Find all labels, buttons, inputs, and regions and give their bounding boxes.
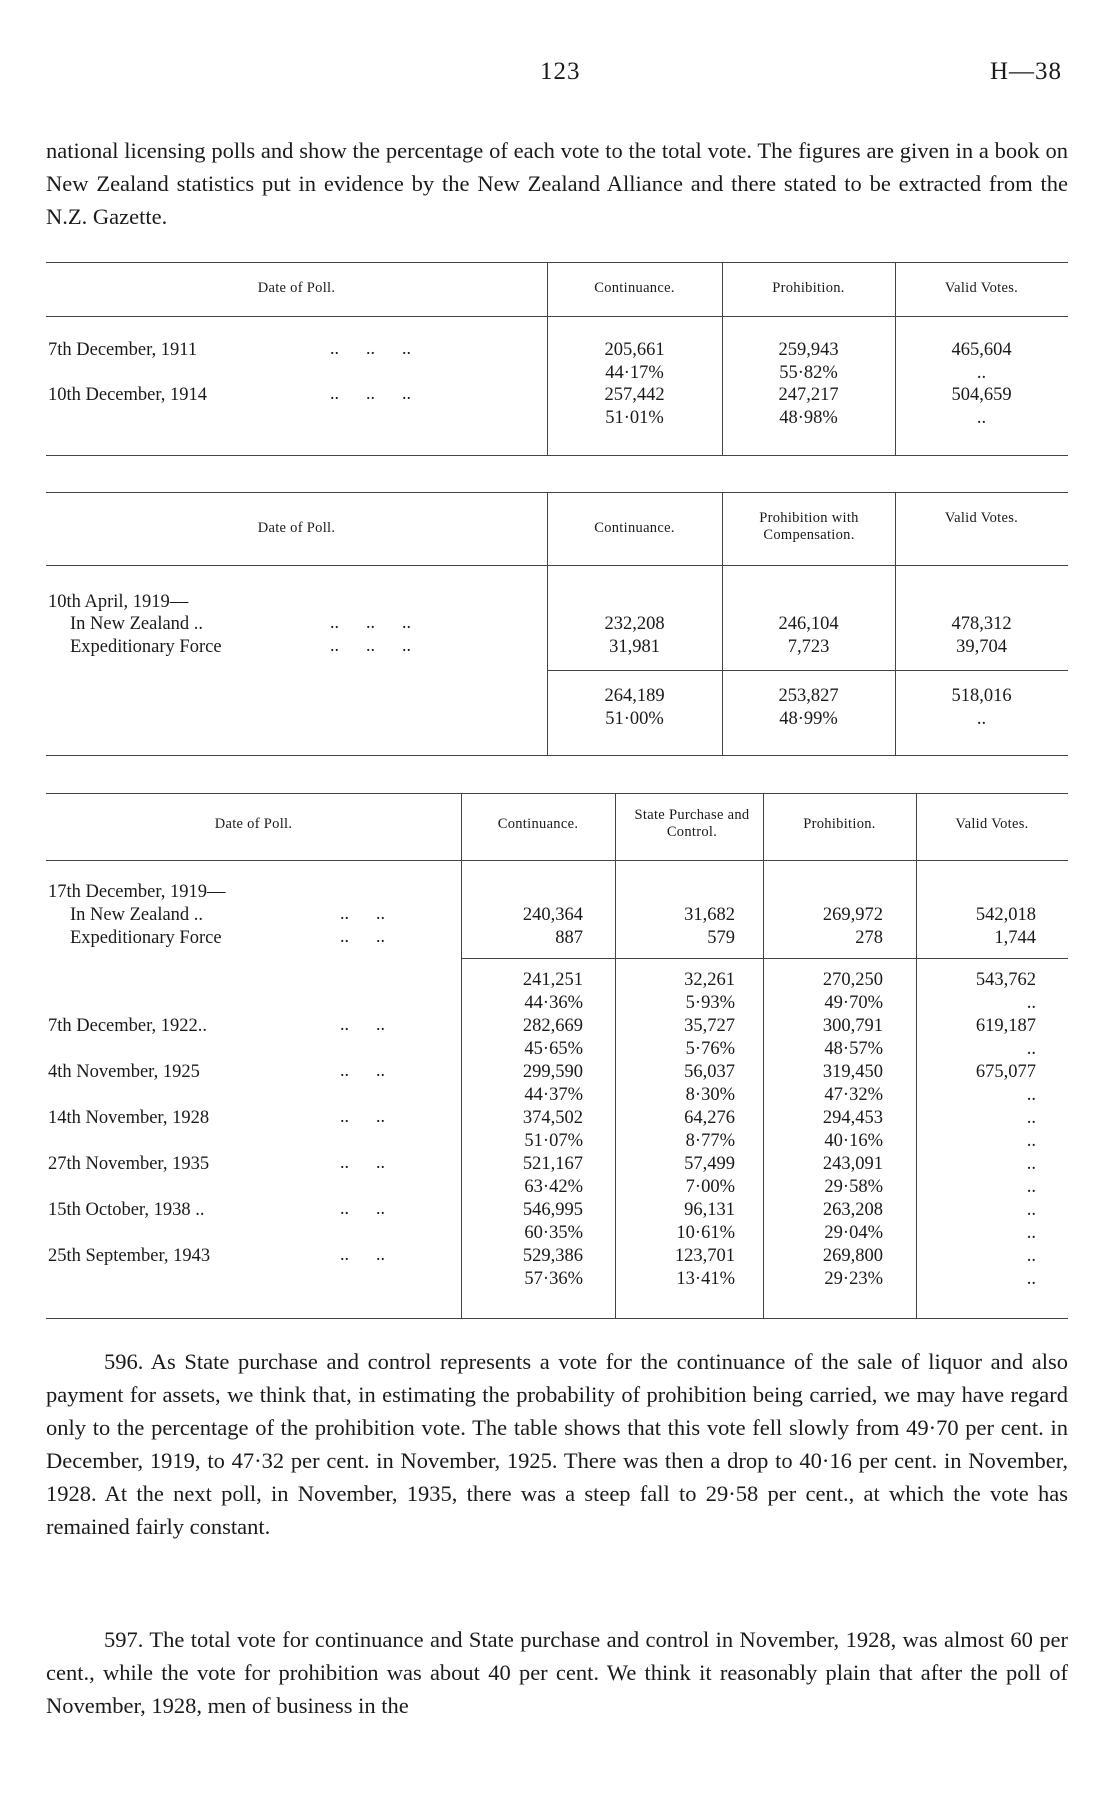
table-cell: 96,131 — [684, 1200, 735, 1220]
table-cell: 542,018 — [975, 905, 1036, 925]
table-cell: 263,208 — [822, 1200, 883, 1220]
leader-dots: .. .. — [340, 1060, 385, 1080]
table-cell: 31,981 — [609, 637, 660, 657]
table-cell: .. — [1026, 1177, 1036, 1197]
table-cell: .. — [1026, 1200, 1036, 1220]
table-cell: 47·32% — [824, 1085, 883, 1105]
table-cell: .. — [1026, 1269, 1036, 1289]
table-cell: 887 — [555, 928, 583, 948]
table-cell: 51·07% — [524, 1131, 583, 1151]
page-number: 123 — [540, 58, 581, 85]
table-cell: 300,791 — [822, 1016, 883, 1036]
table-cell-date: In New Zealand .. — [70, 905, 204, 925]
table-cell: 29·23% — [824, 1269, 883, 1289]
table-cell: 40·16% — [824, 1131, 883, 1151]
table-cell: 270,250 — [822, 970, 883, 990]
table-cell-date: Expeditionary Force — [70, 637, 222, 657]
table-cell: 579 — [707, 928, 735, 948]
table-rule — [46, 316, 1068, 317]
table-cell: 55·82% — [779, 363, 838, 383]
column-header: Continuance. — [497, 816, 579, 832]
table-cell: 319,450 — [822, 1062, 883, 1082]
table-cell-date: 10th December, 1914 — [48, 385, 208, 405]
column-header: Valid Votes. — [955, 816, 1029, 832]
table-cell-date: 25th September, 1943 — [48, 1246, 211, 1266]
table-rule — [547, 670, 1068, 671]
table-cell-date: 14th November, 1928 — [48, 1108, 210, 1128]
column-header: Prohibition. — [803, 816, 876, 832]
column-header: Valid Votes. — [944, 280, 1019, 296]
table-cell: 13·41% — [676, 1269, 735, 1289]
table-cell: 60·35% — [524, 1223, 583, 1243]
leader-dots: .. .. .. — [330, 383, 411, 403]
leader-dots: .. .. — [340, 1014, 385, 1034]
column-header: Continuance. — [594, 520, 675, 536]
table-cell: 518,016 — [951, 686, 1012, 706]
table-cell: 246,104 — [778, 614, 839, 634]
table-cell: .. — [1026, 993, 1036, 1013]
table-cell: .. — [1026, 1108, 1036, 1128]
column-header: Valid Votes. — [944, 510, 1019, 526]
report-reference: H—38 — [989, 58, 1062, 85]
column-header: Date of Poll. — [214, 816, 293, 832]
paragraph-597: 597. The total vote for continuance and State purchase and control in November, 1928, was almost 60 per cent., while the vote for prohibition was about 40 per cent. We think it reasonably plain that after the poll of November, 1928, men of business in the — [46, 1627, 1068, 1718]
table-cell: 259,943 — [778, 340, 839, 360]
table-cell: 5·76% — [685, 1039, 735, 1059]
leader-dots: .. .. .. — [330, 338, 411, 358]
intro-paragraph: national licensing polls and show the percentage of each vote to the total vote. The figures are given in a book on New Zealand statistics put in evidence by the New Zealand Alliance and there stated to be extracted from the N.Z. Gazette. — [46, 138, 1068, 229]
table-cell: .. — [976, 709, 987, 729]
table-cell: 48·99% — [779, 709, 838, 729]
leader-dots: .. .. — [340, 1152, 385, 1172]
table-cell: 241,251 — [522, 970, 583, 990]
sum-rule — [461, 958, 1068, 959]
table-cell: 619,187 — [975, 1016, 1036, 1036]
table-cell: 8·30% — [685, 1085, 735, 1105]
table-rule — [46, 755, 1068, 756]
table-cell: 1,744 — [994, 928, 1036, 948]
table-cell-date: 27th November, 1935 — [48, 1154, 210, 1174]
table-cell: .. — [1026, 1154, 1036, 1174]
column-header: Date of Poll. — [257, 520, 336, 536]
leader-dots: .. .. — [340, 1244, 385, 1264]
leader-dots: .. .. — [340, 1106, 385, 1126]
table-cell: 57,499 — [684, 1154, 735, 1174]
table-cell: 31,682 — [684, 905, 735, 925]
table-cell: 8·77% — [685, 1131, 735, 1151]
table-rule — [46, 262, 1068, 263]
table-rule — [46, 793, 1068, 794]
table-cell: 546,995 — [522, 1200, 583, 1220]
table-cell: .. — [976, 363, 987, 383]
table-cell: 257,442 — [604, 385, 665, 405]
table-cell: 57·36% — [524, 1269, 583, 1289]
table-cell-date: 15th October, 1938 .. — [48, 1200, 205, 1220]
table-cell: 243,091 — [822, 1154, 883, 1174]
table-cell-date: 7th December, 1911 — [48, 340, 198, 360]
table-cell-date: Expeditionary Force — [70, 928, 222, 948]
table-cell-date: 7th December, 1922.. — [48, 1016, 208, 1036]
leader-dots: .. .. .. — [330, 635, 411, 655]
leader-dots: .. .. .. — [330, 612, 411, 632]
table-cell: 278 — [855, 928, 883, 948]
table-cell: .. — [1026, 1131, 1036, 1151]
paragraph-596: 596. As State purchase and control represents a vote for the continuance of the sale of liquor and also payment for assets, we think that, in estimating the probability of prohibition being carried, we may have regard only to the percentage of the prohibition vote. The table shows that this vote fell slowly from 49·70 per cent. in December, 1919, to 47·32 per cent. in November, 1925. There was then a drop to 40·16 per cent. in November, 1928. At the next poll, in November, 1935, there was a steep fall to 29·58 per cent., at which the vote has remained fairly constant. — [46, 1349, 1068, 1539]
table-cell: 282,669 — [522, 1016, 583, 1036]
table-cell: .. — [976, 408, 987, 428]
table-cell: 7·00% — [685, 1177, 735, 1197]
table-cell: 374,502 — [522, 1108, 583, 1128]
table-cell: 264,189 — [604, 686, 665, 706]
table-cell: 48·57% — [824, 1039, 883, 1059]
table-cell: 529,386 — [522, 1246, 583, 1266]
table-cell: 51·01% — [605, 408, 664, 428]
table-cell: 465,604 — [951, 340, 1012, 360]
column-header: Continuance. — [594, 280, 675, 296]
table-cell: 7,723 — [787, 637, 830, 657]
table-cell: 56,037 — [684, 1062, 735, 1082]
column-header: Prohibition. — [772, 280, 845, 296]
table-cell: 64,276 — [684, 1108, 735, 1128]
table-rule — [46, 1318, 1068, 1319]
table-cell-date: In New Zealand .. — [70, 614, 204, 634]
table-cell: 269,972 — [822, 905, 883, 925]
table-cell-date: 4th November, 1925 — [48, 1062, 200, 1082]
table-cell: 543,762 — [975, 970, 1036, 990]
table-cell: 51·00% — [605, 709, 664, 729]
table-cell: 675,077 — [975, 1062, 1036, 1082]
table-cell: 49·70% — [824, 993, 883, 1013]
table-cell: .. — [1026, 1223, 1036, 1243]
table-cell: 504,659 — [951, 385, 1012, 405]
table-cell: 63·42% — [524, 1177, 583, 1197]
table-cell: 294,453 — [822, 1108, 883, 1128]
table-cell: .. — [1026, 1246, 1036, 1266]
leader-dots: .. .. — [340, 926, 385, 946]
table-rule — [46, 565, 1068, 566]
table-cell: 478,312 — [951, 614, 1012, 634]
table-cell: 10·61% — [676, 1223, 735, 1243]
table-cell-date: 17th December, 1919— — [48, 882, 226, 902]
table-cell: 247,217 — [778, 385, 839, 405]
table-cell: 253,827 — [778, 686, 839, 706]
table-cell: 44·17% — [605, 363, 664, 383]
table-rule — [46, 860, 1068, 861]
column-header: State Purchase and Control. — [634, 807, 750, 840]
table-cell: 521,167 — [522, 1154, 583, 1174]
table-cell: 35,727 — [684, 1016, 735, 1036]
column-header: Prohibition with Compensation. — [759, 510, 859, 543]
table-cell: 32,261 — [684, 970, 735, 990]
table-cell: .. — [1026, 1039, 1036, 1059]
table-cell: 44·37% — [524, 1085, 583, 1105]
table-cell: 29·58% — [824, 1177, 883, 1197]
table-cell-date: 10th April, 1919— — [48, 592, 189, 612]
table-cell: 232,208 — [604, 614, 665, 634]
table-cell: 240,364 — [522, 905, 583, 925]
table-cell: 5·93% — [685, 993, 735, 1013]
table-cell: 205,661 — [604, 340, 665, 360]
table-cell: 299,590 — [522, 1062, 583, 1082]
table-cell: 269,800 — [822, 1246, 883, 1266]
table-cell: 123,701 — [674, 1246, 735, 1266]
leader-dots: .. .. — [340, 903, 385, 923]
column-header: Date of Poll. — [257, 280, 336, 296]
table-rule — [46, 455, 1068, 456]
leader-dots: .. .. — [340, 1198, 385, 1218]
table-cell: 39,704 — [956, 637, 1007, 657]
table-rule — [46, 492, 1068, 493]
table-cell: 48·98% — [779, 408, 838, 428]
table-cell: 29·04% — [824, 1223, 883, 1243]
table-cell: .. — [1026, 1085, 1036, 1105]
table-cell: 45·65% — [524, 1039, 583, 1059]
table-cell: 44·36% — [524, 993, 583, 1013]
